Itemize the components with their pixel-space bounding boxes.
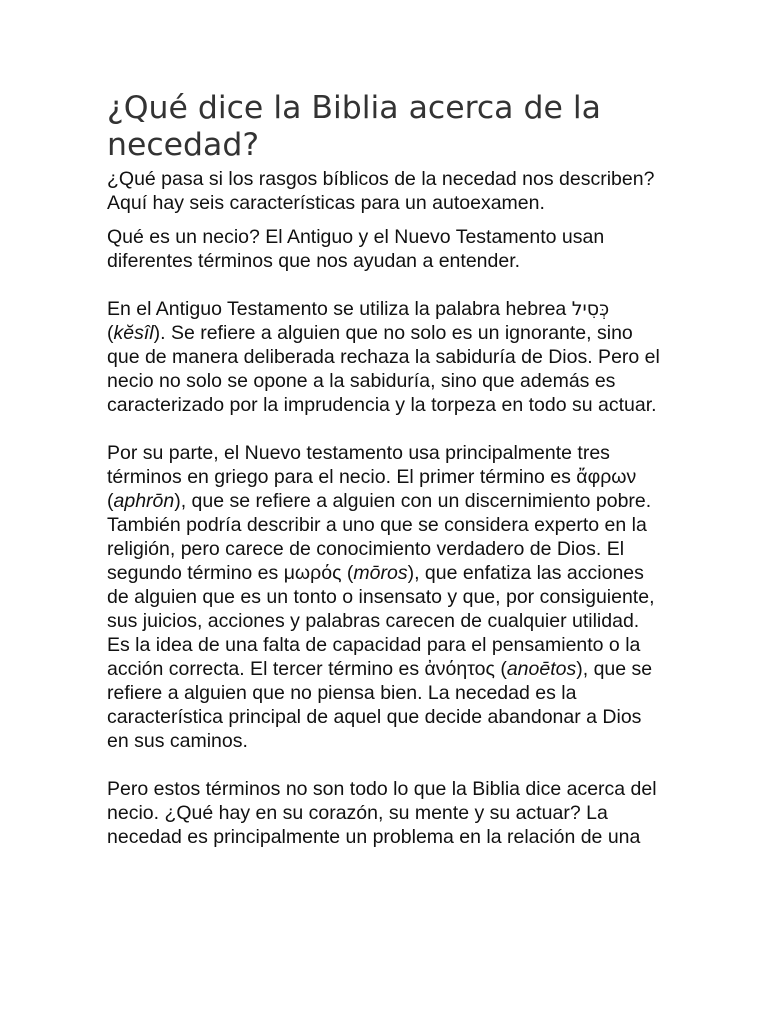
paragraph-text: ). Se refiere a alguien que no solo es un ignorante, sino que de manera deliberada rechaza la sabiduría de Dios. Pero el necio no solo se opone a la sabiduría, sino que además es caracterizado por la imprudencia y la torpeza en todo su actuar. (107, 322, 660, 416)
document-title: ¿Qué dice la Biblia acerca de la necedad? (107, 90, 601, 163)
transliteration: aphrōn (113, 490, 175, 512)
paragraph-text: ), que se refiere a alguien que no piensa bien. La necedad es la característica principal de aquel que decide abandonar a Dios en sus caminos. (107, 658, 653, 752)
paragraph-text: Por su parte, el Nuevo testamento usa principalmente tres términos en griego para el necio. El primer término es ἄφρων ( (107, 442, 637, 512)
transliteration: mōros (353, 562, 408, 584)
paragraph-old-testament (107, 297, 667, 417)
paragraph-intro: Qué es un necio? El Antiguo y el Nuevo Testamento usan diferentes términos que nos ayudan a entender. (107, 226, 605, 272)
paragraph-text: En el Antiguo Testamento se utiliza la palabra hebrea (107, 298, 572, 320)
paragraph-text: ), que se refiere a alguien con un discernimiento pobre. También podría describir a uno que se considera experto en la religión, pero carece de conocimiento verdadero de Dios. El segundo término es μωρός ( (107, 490, 652, 584)
paragraph-new-testament (107, 441, 667, 753)
paragraph-closing: Pero estos términos no son todo lo que la Biblia dice acerca del necio. ¿Qué hay en su corazón, su mente y su actuar? La necedad es principalmente un problema en la relación de una (107, 778, 657, 848)
transliteration: anoētos (506, 658, 577, 680)
hebrew-word: כְּסִיל (571, 298, 610, 320)
paragraph-text: ), que enfatiza las acciones de alguien que es un tonto o insensato y que, por consiguiente, sus juicios, acciones y palabras carecen de cualquier utilidad. Es la idea de una falta de capacidad para el pensamiento o la acción correcta. El tercer término es ἀνόητος ( (107, 562, 655, 680)
transliteration: kĕsîl (113, 322, 154, 344)
document-subtitle: ¿Qué pasa si los rasgos bíblicos de la necedad nos describen? Aquí hay seis características para un autoexamen. (107, 168, 655, 214)
paragraph-text: ( (107, 322, 114, 344)
document-page (107, 90, 667, 873)
